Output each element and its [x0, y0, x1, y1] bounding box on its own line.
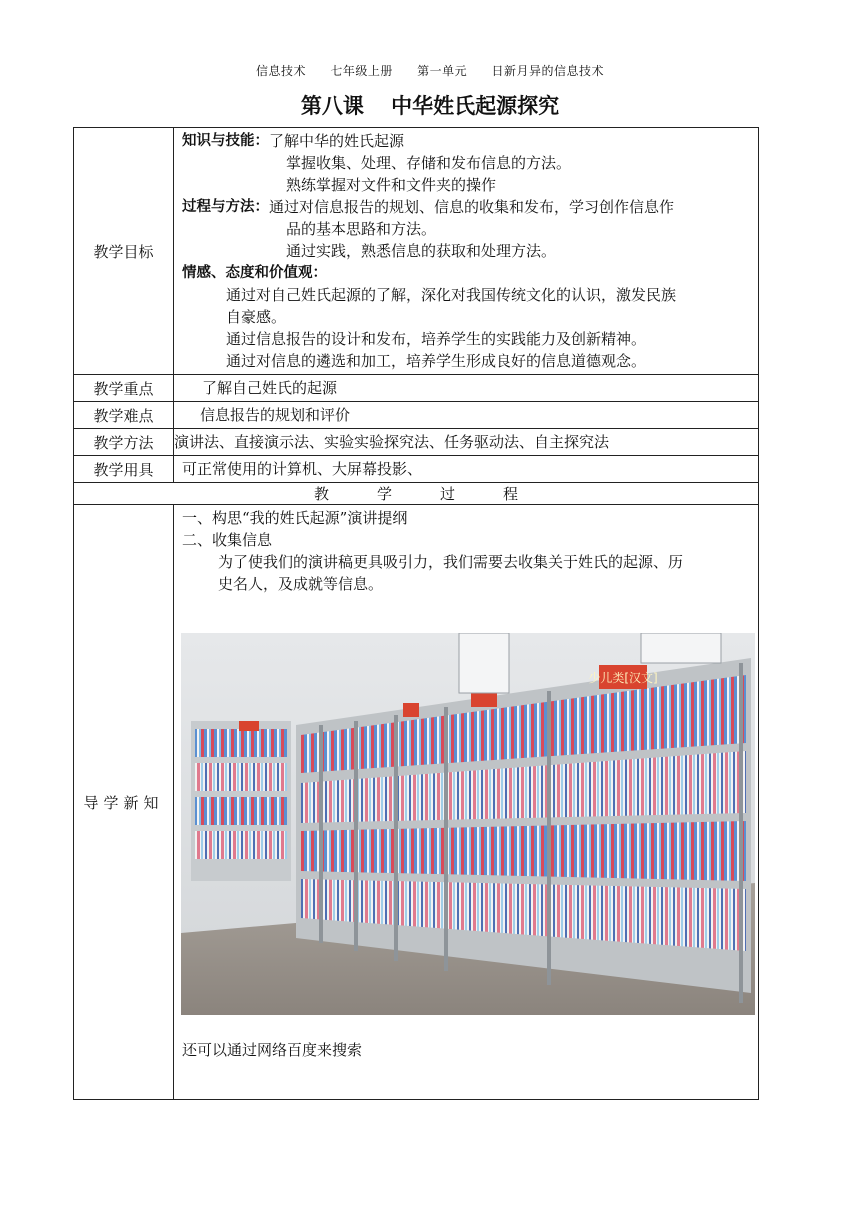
header-unit: 第一单元 [417, 64, 468, 78]
goals-row [74, 128, 759, 375]
process-title-char: 学 [376, 485, 392, 503]
key-point-label: 教学重点 [74, 375, 174, 402]
lesson-plan-table [73, 127, 759, 1100]
learn-label: 导学新知 [74, 505, 174, 1100]
tools-row [74, 456, 759, 483]
goals-label: 教学目标 [74, 128, 174, 375]
process-title [74, 483, 759, 505]
lesson-number: 第八课 [300, 94, 364, 118]
tools-value: 可正常使用的计算机、大屏幕投影、 [182, 460, 423, 478]
goals-content [174, 128, 759, 375]
tools-label: 教学用具 [74, 456, 174, 483]
process-title-row [74, 483, 759, 505]
shelf-sign: 少儿类[汉文] [588, 671, 658, 685]
method-value: 演讲法、直接演示法、实验实验探究法、任务驱动法、自主探究法 [174, 433, 610, 451]
emotion-heading: 情感、态度和价值观： [182, 265, 327, 281]
step-2-paragraph: 史名人，及成就等信息。 [218, 575, 384, 593]
difficulty-label: 教学难点 [74, 402, 174, 429]
lesson-title [0, 90, 860, 120]
lesson-name: 中华姓氏起源探究 [391, 94, 560, 118]
knowledge-line: 掌握收集、处理、存储和发布信息的方法。 [286, 154, 572, 172]
header-grade: 七年级上册 [330, 64, 393, 78]
emotion-line: 通过信息报告的设计和发布，培养学生的实践能力及创新精神。 [226, 330, 647, 348]
process-line: 品的基本思路和方法。 [286, 220, 437, 238]
process-heading: 过程与方法： [182, 199, 269, 215]
header-subject: 信息技术 [255, 64, 306, 78]
emotion-line: 通过对信息的遴选和加工，培养学生形成良好的信息道德观念。 [226, 352, 647, 370]
key-point-row [74, 375, 759, 402]
header-unit-title: 日新月异的信息技术 [491, 64, 605, 78]
step-2: 二、收集信息 [182, 531, 273, 549]
search-note: 还可以通过网络百度来搜索 [182, 1041, 363, 1059]
learn-row [74, 505, 759, 1100]
process-line: 通过实践，熟悉信息的获取和处理方法。 [286, 242, 557, 260]
knowledge-line: 熟练掌握对文件和文件夹的操作 [286, 176, 497, 194]
step-1: 一、构思“我的姓氏起源”演讲提纲 [182, 509, 408, 527]
key-point-value: 了解自己姓氏的起源 [202, 379, 338, 397]
emotion-line: 自豪感。 [226, 308, 287, 326]
step-2-paragraph: 为了使我们的演讲稿更具吸引力，我们需要去收集关于姓氏的起源、历 [218, 553, 684, 571]
method-row [74, 429, 759, 456]
process-title-char: 过 [440, 485, 456, 503]
difficulty-value: 信息报告的规划和评价 [200, 406, 351, 424]
emotion-line: 通过对自己姓氏起源的了解，深化对我国传统文化的认识，激发民族 [226, 286, 677, 304]
page-header [0, 62, 860, 79]
method-label: 教学方法 [74, 429, 174, 456]
knowledge-heading: 知识与技能： [182, 133, 269, 149]
knowledge-line: 了解中华的姓氏起源 [269, 132, 405, 150]
bookshelf-photo [181, 633, 755, 1015]
process-title-char: 教 [313, 485, 329, 503]
difficulty-row [74, 402, 759, 429]
process-title-char: 程 [503, 485, 519, 503]
learn-content [174, 505, 759, 1100]
process-line: 通过对信息报告的规划、信息的收集和发布，学习创作信息作 [269, 198, 675, 216]
